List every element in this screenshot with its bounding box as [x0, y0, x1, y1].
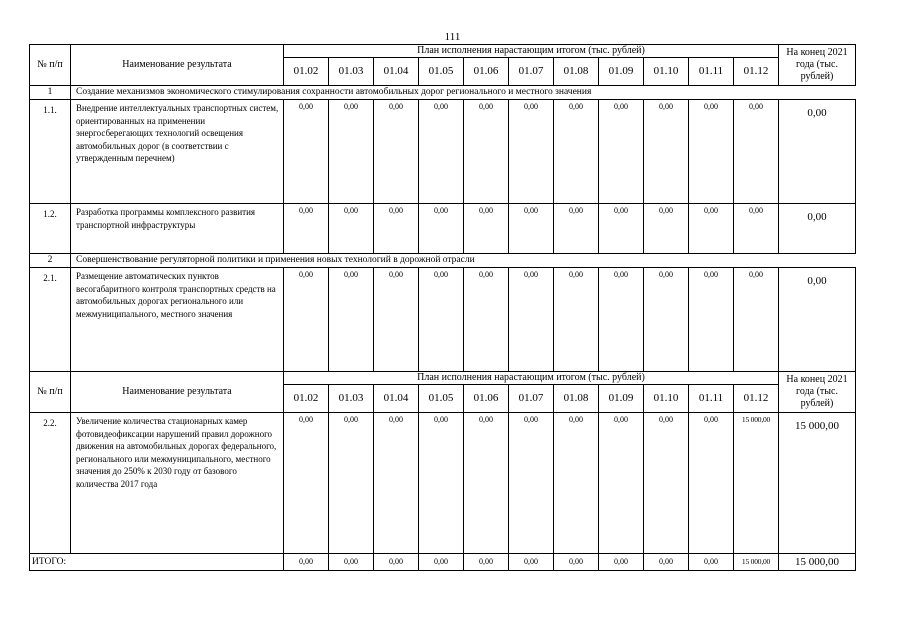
- value-cell: 0,00: [509, 413, 554, 554]
- table-header-row: [30, 372, 856, 385]
- month-header: 01.05: [419, 58, 464, 86]
- table-row: [30, 413, 856, 554]
- month-header: 01.12: [734, 385, 779, 413]
- value-cell: 0,00: [374, 268, 419, 372]
- row-num: 2.1.: [30, 268, 71, 372]
- value-cell: 0,00: [284, 100, 329, 204]
- value-cell: 0,00: [329, 268, 374, 372]
- month-header: 01.07: [509, 385, 554, 413]
- total-cell: 15 000,00: [779, 413, 856, 554]
- month-header: 01.03: [329, 385, 374, 413]
- value-cell: 0,00: [464, 413, 509, 554]
- value-cell: 0,00: [419, 413, 464, 554]
- value-cell: 0,00: [464, 204, 509, 254]
- row-num: 2.2.: [30, 413, 71, 554]
- value-cell: 0,00: [464, 554, 509, 571]
- value-cell: 0,00: [509, 554, 554, 571]
- month-header: 01.07: [509, 58, 554, 86]
- column-header-num: № п/п: [30, 45, 71, 86]
- section-row: [30, 86, 856, 100]
- total-row: [30, 554, 856, 571]
- value-cell: 0,00: [599, 100, 644, 204]
- section-row: [30, 254, 856, 268]
- value-cell: 0,00: [374, 204, 419, 254]
- table-row: [30, 268, 856, 372]
- value-cell: 0,00: [419, 554, 464, 571]
- value-cell: 0,00: [644, 268, 689, 372]
- month-header: 01.04: [374, 385, 419, 413]
- value-cell: 0,00: [419, 204, 464, 254]
- value-cell: 15 000,00: [734, 554, 779, 571]
- value-cell: 0,00: [554, 554, 599, 571]
- month-header: 01.11: [689, 385, 734, 413]
- column-header-num: № п/п: [30, 372, 71, 413]
- column-header-plan: План исполнения нарастающим итогом (тыс. рублей): [284, 45, 779, 58]
- value-cell: 0,00: [419, 268, 464, 372]
- value-cell: 15 000,00: [734, 413, 779, 554]
- value-cell: 0,00: [734, 204, 779, 254]
- month-header: 01.09: [599, 58, 644, 86]
- value-cell: 0,00: [734, 100, 779, 204]
- value-cell: 0,00: [509, 204, 554, 254]
- column-header-name: Наименование результата: [71, 372, 284, 413]
- column-header-end-of-year: На конец 2021 года (тыс. рублей): [779, 372, 856, 413]
- row-num: 1.2.: [30, 204, 71, 254]
- value-cell: 0,00: [554, 268, 599, 372]
- table-row: [30, 204, 856, 254]
- value-cell: 0,00: [734, 268, 779, 372]
- total-cell: 0,00: [779, 268, 856, 372]
- month-header: 01.10: [644, 58, 689, 86]
- value-cell: 0,00: [554, 204, 599, 254]
- total-label: ИТОГО:: [30, 554, 284, 571]
- value-cell: 0,00: [554, 413, 599, 554]
- month-header: 01.03: [329, 58, 374, 86]
- grand-total-cell: 15 000,00: [779, 554, 856, 571]
- value-cell: 0,00: [554, 100, 599, 204]
- value-cell: 0,00: [284, 204, 329, 254]
- row-num: 1.1.: [30, 100, 71, 204]
- value-cell: 0,00: [689, 268, 734, 372]
- table-row: [30, 100, 856, 204]
- column-header-plan: План исполнения нарастающим итогом (тыс. рублей): [284, 372, 779, 385]
- value-cell: 0,00: [689, 554, 734, 571]
- section-title: Создание механизмов экономического стимулирования сохранности автомобильных дорог регионального и местного значения: [71, 86, 856, 100]
- month-header: 01.05: [419, 385, 464, 413]
- month-header: 01.11: [689, 58, 734, 86]
- table-header-row: [30, 45, 856, 58]
- value-cell: 0,00: [689, 204, 734, 254]
- value-cell: 0,00: [509, 268, 554, 372]
- value-cell: 0,00: [374, 413, 419, 554]
- value-cell: 0,00: [464, 268, 509, 372]
- value-cell: 0,00: [689, 100, 734, 204]
- month-header: 01.02: [284, 385, 329, 413]
- value-cell: 0,00: [329, 413, 374, 554]
- column-header-name: Наименование результата: [71, 45, 284, 86]
- month-header: 01.06: [464, 385, 509, 413]
- value-cell: 0,00: [644, 204, 689, 254]
- row-name: Внедрение интеллектуальных транспортных систем, ориентированных на применении энергосберегающих технологий освещения автомобильных дорог (в соответствии с утвержденным перечнем): [71, 100, 284, 204]
- value-cell: 0,00: [284, 268, 329, 372]
- value-cell: 0,00: [644, 554, 689, 571]
- value-cell: 0,00: [329, 100, 374, 204]
- month-header: 01.12: [734, 58, 779, 86]
- results-table: [29, 44, 856, 571]
- value-cell: 0,00: [329, 554, 374, 571]
- total-cell: 0,00: [779, 100, 856, 204]
- row-name: Увеличение количества стационарных камер фотовидеофиксации нарушений правил дорожного движения на автомобильных дорогах федерального, регионального или межмуниципального, местного значения до 250% к 2030 году от базового количества 2017 года: [71, 413, 284, 554]
- row-name: Размещение автоматических пунктов весогабаритного контроля транспортных средств на автомобильных дорогах регионального или межмуниципального, местного значения: [71, 268, 284, 372]
- value-cell: 0,00: [599, 554, 644, 571]
- value-cell: 0,00: [419, 100, 464, 204]
- value-cell: 0,00: [509, 100, 554, 204]
- section-num: 2: [30, 254, 71, 268]
- value-cell: 0,00: [374, 100, 419, 204]
- value-cell: 0,00: [644, 413, 689, 554]
- page-number: 111: [444, 31, 461, 43]
- section-title: Совершенствование регуляторной политики и применения новых технологий в дорожной отрасли: [71, 254, 856, 268]
- section-num: 1: [30, 86, 71, 100]
- value-cell: 0,00: [599, 413, 644, 554]
- month-header: 01.08: [554, 385, 599, 413]
- month-header: 01.06: [464, 58, 509, 86]
- month-header: 01.09: [599, 385, 644, 413]
- value-cell: 0,00: [329, 204, 374, 254]
- month-header: 01.08: [554, 58, 599, 86]
- month-header: 01.10: [644, 385, 689, 413]
- total-cell: 0,00: [779, 204, 856, 254]
- row-name: Разработка программы комплексного развития транспортной инфраструктуры: [71, 204, 284, 254]
- value-cell: 0,00: [374, 554, 419, 571]
- value-cell: 0,00: [284, 413, 329, 554]
- value-cell: 0,00: [599, 268, 644, 372]
- month-header: 01.02: [284, 58, 329, 86]
- value-cell: 0,00: [599, 204, 644, 254]
- value-cell: 0,00: [284, 554, 329, 571]
- month-header: 01.04: [374, 58, 419, 86]
- value-cell: 0,00: [689, 413, 734, 554]
- value-cell: 0,00: [644, 100, 689, 204]
- column-header-end-of-year: На конец 2021 года (тыс. рублей): [779, 45, 856, 86]
- value-cell: 0,00: [464, 100, 509, 204]
